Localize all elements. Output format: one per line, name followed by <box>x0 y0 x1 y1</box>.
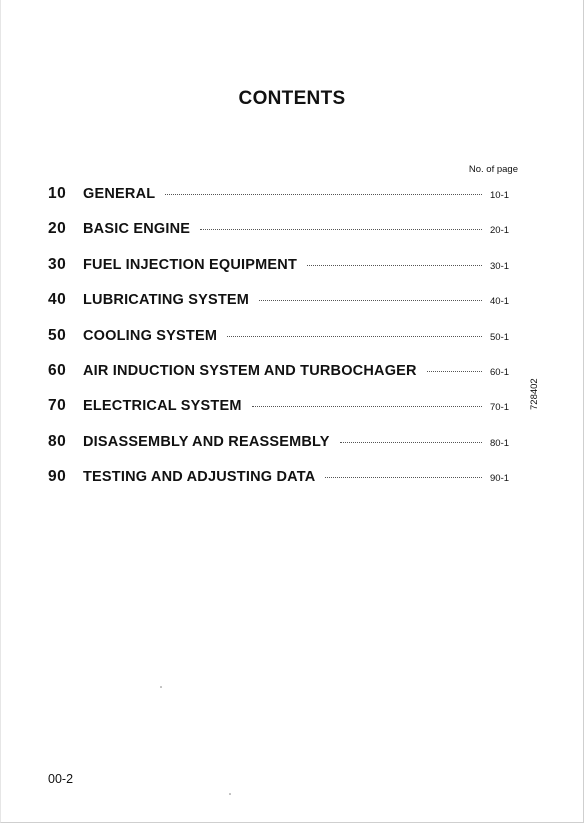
toc-entry-page: 90-1 <box>490 473 510 485</box>
dot-leader <box>307 265 482 266</box>
toc-entry-title: TESTING AND ADJUSTING DATA <box>83 469 316 486</box>
dot-leader <box>427 371 482 372</box>
dot-leader <box>259 300 482 301</box>
toc-entry-page: 50-1 <box>490 331 510 343</box>
toc-entry-title: COOLING SYSTEM <box>83 327 218 344</box>
toc-entry-page: 40-1 <box>490 296 510 308</box>
toc-entry-10[interactable] <box>48 185 518 220</box>
side-document-code: 728402 <box>529 378 540 410</box>
toc-entry-page: 80-1 <box>490 437 510 449</box>
toc-entry-number: 50 <box>48 326 67 344</box>
scan-speck <box>229 793 231 795</box>
toc-entry-40[interactable] <box>48 291 518 326</box>
toc-entry-title: GENERAL <box>83 186 156 202</box>
toc-entry-page: 60-1 <box>490 366 510 378</box>
toc-entry-80[interactable] <box>48 433 518 468</box>
dot-leader <box>325 477 482 478</box>
dot-leader <box>200 229 482 230</box>
dot-leader <box>252 406 482 407</box>
toc-entry-page: 20-1 <box>490 225 510 237</box>
scan-speck <box>160 686 162 688</box>
toc-entry-page: 10-1 <box>490 190 510 201</box>
toc-entry-title: DISASSEMBLY AND REASSEMBLY <box>83 433 330 450</box>
toc-entry-title: AIR INDUCTION SYSTEM AND TURBOCHAGER <box>83 362 417 379</box>
toc-entry-60[interactable] <box>48 362 518 397</box>
toc-entry-number: 10 <box>48 185 67 202</box>
toc-entry-page: 70-1 <box>490 402 510 414</box>
toc-entry-number: 20 <box>48 220 67 238</box>
toc-entry-30[interactable] <box>48 256 518 291</box>
table-of-contents <box>48 185 518 504</box>
dot-leader <box>165 194 482 195</box>
page-title: CONTENTS <box>238 88 346 109</box>
dot-leader <box>227 336 482 337</box>
toc-entry-90[interactable] <box>48 468 518 503</box>
toc-entry-number: 40 <box>48 291 67 309</box>
toc-entry-title: LUBRICATING SYSTEM <box>83 292 250 309</box>
toc-entry-title: BASIC ENGINE <box>83 221 191 238</box>
toc-entry-number: 80 <box>48 432 67 450</box>
toc-entry-70[interactable] <box>48 397 518 432</box>
toc-entry-number: 90 <box>48 468 67 486</box>
toc-entry-50[interactable] <box>48 327 518 362</box>
toc-entry-20[interactable] <box>48 220 518 255</box>
toc-entry-page: 30-1 <box>490 260 510 272</box>
footer-page-number: 00-2 <box>48 772 74 786</box>
dot-leader <box>340 442 482 443</box>
toc-entry-number: 60 <box>48 361 67 379</box>
toc-entry-title: FUEL INJECTION EQUIPMENT <box>83 256 297 273</box>
toc-entry-number: 30 <box>48 255 67 273</box>
toc-entry-title: ELECTRICAL SYSTEM <box>83 398 242 415</box>
toc-entry-number: 70 <box>48 397 67 415</box>
page-column-header: No. of page <box>468 164 518 175</box>
